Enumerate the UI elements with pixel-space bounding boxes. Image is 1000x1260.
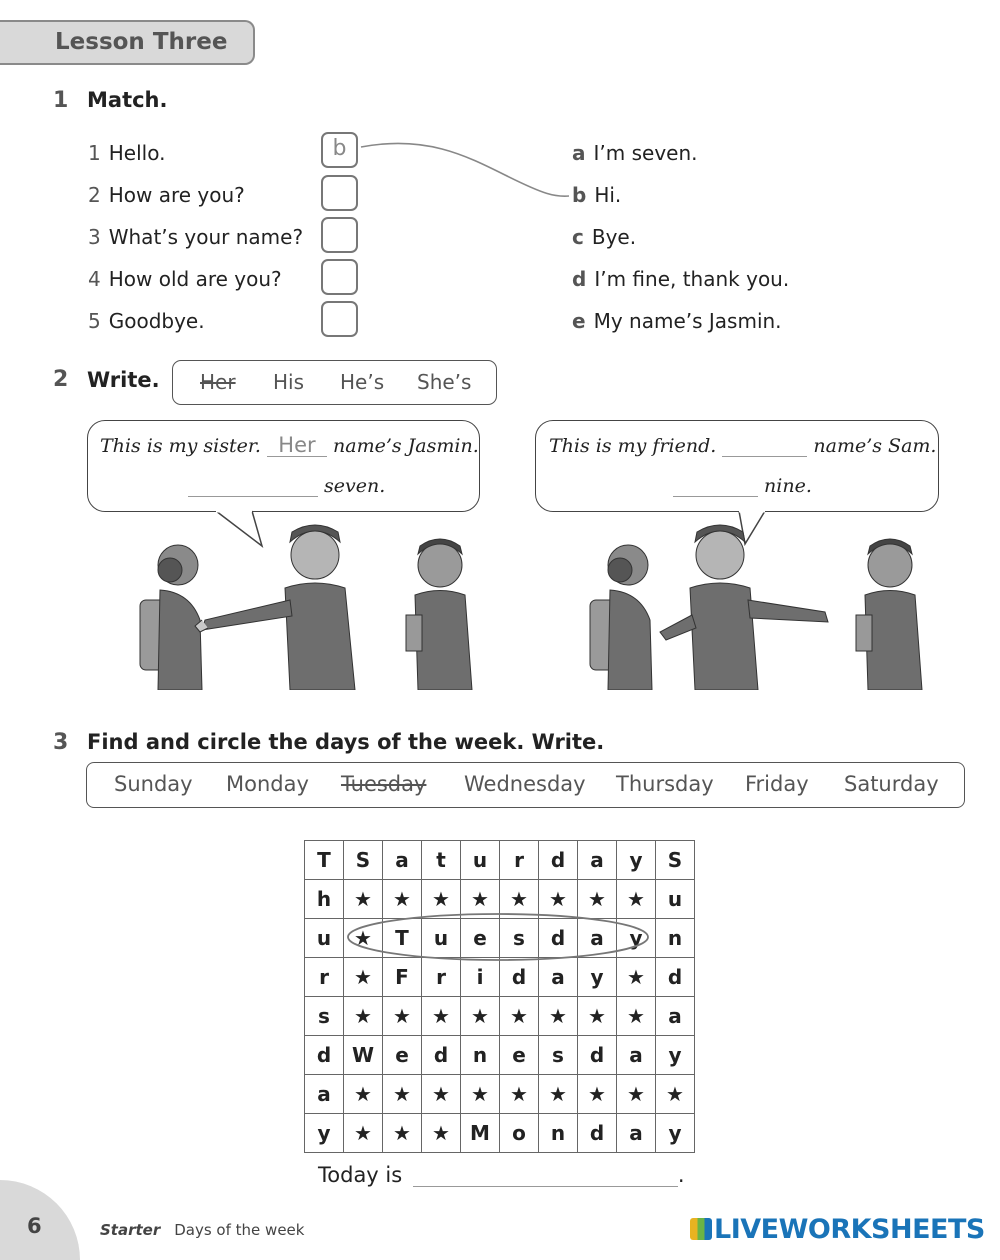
ex1-number: 1 <box>53 88 69 113</box>
question-text: How are you? <box>108 183 245 207</box>
grid-letter-cell[interactable]: a <box>305 1075 344 1114</box>
option-text: I’m seven. <box>593 141 698 165</box>
question-row: 2 How are you? <box>88 183 245 207</box>
option-text: Bye. <box>591 225 637 249</box>
grid-letter-cell[interactable]: h <box>305 880 344 919</box>
grid-letter-cell[interactable]: a <box>578 841 617 880</box>
grid-star-cell[interactable]: ★ <box>539 1075 578 1114</box>
grid-star-cell[interactable]: ★ <box>383 880 422 919</box>
grid-letter-cell[interactable]: W <box>344 1036 383 1075</box>
blank-bubble1-1[interactable]: Her <box>267 433 327 457</box>
grid-letter-cell[interactable]: y <box>617 841 656 880</box>
grid-letter-cell[interactable]: T <box>305 841 344 880</box>
ex1-title: Match. <box>87 88 168 112</box>
grid-star-cell[interactable]: ★ <box>344 1114 383 1153</box>
grid-star-cell[interactable]: ★ <box>344 958 383 997</box>
answer-box-3[interactable] <box>321 217 358 253</box>
blank-bubble2-2[interactable] <box>673 473 758 497</box>
grid-letter-cell[interactable]: o <box>500 1114 539 1153</box>
grid-letter-cell[interactable]: y <box>578 958 617 997</box>
grid-letter-cell[interactable]: s <box>500 919 539 958</box>
answer-box-1[interactable]: b <box>321 132 358 168</box>
grid-letter-cell[interactable]: T <box>383 919 422 958</box>
grid-letter-cell[interactable]: S <box>656 841 695 880</box>
grid-letter-cell[interactable]: u <box>461 841 500 880</box>
question-row: 3 What’s your name? <box>88 225 304 249</box>
grid-letter-cell[interactable]: n <box>461 1036 500 1075</box>
question-text: Hello. <box>108 141 166 165</box>
grid-letter-cell[interactable]: y <box>305 1114 344 1153</box>
option-text: I’m fine, thank you. <box>594 267 790 291</box>
grid-letter-cell[interactable]: t <box>422 841 461 880</box>
grid-star-cell[interactable]: ★ <box>422 997 461 1036</box>
footer-caption: Starter Days of the week <box>100 1221 305 1239</box>
grid-letter-cell[interactable]: s <box>305 997 344 1036</box>
grid-row <box>305 841 695 880</box>
grid-letter-cell[interactable]: y <box>617 919 656 958</box>
grid-star-cell[interactable]: ★ <box>383 997 422 1036</box>
option-row: d I’m fine, thank you. <box>572 267 790 291</box>
grid-letter-cell[interactable]: r <box>422 958 461 997</box>
grid-letter-cell[interactable]: d <box>422 1036 461 1075</box>
word-her: Her <box>200 370 236 394</box>
grid-letter-cell[interactable]: n <box>656 919 695 958</box>
day-word: Monday <box>226 772 309 796</box>
option-row: c Bye. <box>572 225 637 249</box>
word-search-grid[interactable] <box>304 840 695 1153</box>
grid-letter-cell[interactable]: u <box>305 919 344 958</box>
option-row: e My name’s Jasmin. <box>572 309 782 333</box>
grid-letter-cell[interactable]: d <box>539 919 578 958</box>
grid-star-cell[interactable]: ★ <box>461 880 500 919</box>
grid-letter-cell[interactable]: M <box>461 1114 500 1153</box>
grid-row <box>305 1114 695 1153</box>
ex3-number: 3 <box>53 730 69 755</box>
grid-row <box>305 997 695 1036</box>
match-line <box>355 135 575 205</box>
answer-box-4[interactable] <box>321 259 358 295</box>
grid-letter-cell[interactable]: S <box>344 841 383 880</box>
grid-row <box>305 958 695 997</box>
day-word: Tuesday <box>341 772 427 796</box>
grid-letter-cell[interactable]: d <box>500 958 539 997</box>
grid-star-cell[interactable]: ★ <box>617 958 656 997</box>
grid-letter-cell[interactable]: y <box>656 1114 695 1153</box>
grid-star-cell[interactable]: ★ <box>344 997 383 1036</box>
question-text: How old are you? <box>108 267 282 291</box>
today-input[interactable] <box>413 1163 678 1187</box>
grid-letter-cell[interactable]: a <box>617 1114 656 1153</box>
ex2-number: 2 <box>53 367 69 392</box>
grid-star-cell[interactable]: ★ <box>656 1075 695 1114</box>
grid-star-cell[interactable]: ★ <box>617 997 656 1036</box>
question-row: 4 How old are you? <box>88 267 282 291</box>
tuesday-circle <box>345 910 655 962</box>
grid-star-cell[interactable]: ★ <box>578 880 617 919</box>
today-line: Today is . <box>318 1163 685 1187</box>
grid-letter-cell[interactable]: e <box>383 1036 422 1075</box>
grid-letter-cell[interactable]: a <box>383 841 422 880</box>
grid-letter-cell[interactable]: d <box>578 1114 617 1153</box>
day-word: Saturday <box>844 772 939 796</box>
grid-letter-cell[interactable]: e <box>500 1036 539 1075</box>
grid-star-cell[interactable]: ★ <box>422 1114 461 1153</box>
day-word: Thursday <box>616 772 714 796</box>
lesson-title: Lesson Three <box>0 20 255 65</box>
blank-bubble1-2[interactable] <box>188 473 318 497</box>
option-text: Hi. <box>594 183 622 207</box>
grid-letter-cell[interactable]: e <box>461 919 500 958</box>
grid-letter-cell[interactable]: d <box>539 841 578 880</box>
grid-letter-cell[interactable]: r <box>305 958 344 997</box>
grid-star-cell[interactable]: ★ <box>422 1075 461 1114</box>
grid-star-cell[interactable]: ★ <box>617 880 656 919</box>
grid-letter-cell[interactable]: F <box>383 958 422 997</box>
day-word: Sunday <box>114 772 193 796</box>
grid-star-cell[interactable]: ★ <box>500 997 539 1036</box>
option-row: b Hi. <box>572 183 622 207</box>
word-shes: She’s <box>417 370 472 394</box>
page-number: 6 <box>27 1214 42 1238</box>
blank-bubble2-1[interactable] <box>722 433 807 457</box>
brand-logo: LIVEWORKSHEETS <box>690 1214 985 1245</box>
days-word-bank <box>86 762 965 808</box>
answer-box-2[interactable] <box>321 175 358 211</box>
grid-letter-cell[interactable]: u <box>656 880 695 919</box>
grid-letter-cell[interactable]: d <box>305 1036 344 1075</box>
grid-star-cell[interactable]: ★ <box>578 1075 617 1114</box>
question-row: 5 Goodbye. <box>88 309 205 333</box>
grid-letter-cell[interactable]: n <box>539 1114 578 1153</box>
day-word: Friday <box>745 772 809 796</box>
grid-star-cell[interactable]: ★ <box>344 1075 383 1114</box>
answer-box-5[interactable] <box>321 301 358 337</box>
grid-letter-cell[interactable]: r <box>500 841 539 880</box>
grid-star-cell[interactable]: ★ <box>461 1075 500 1114</box>
grid-star-cell[interactable]: ★ <box>344 880 383 919</box>
grid-letter-cell[interactable]: s <box>539 1036 578 1075</box>
grid-letter-cell[interactable]: i <box>461 958 500 997</box>
grid-star-cell[interactable]: ★ <box>578 997 617 1036</box>
grid-star-cell[interactable]: ★ <box>422 880 461 919</box>
option-text: My name’s Jasmin. <box>593 309 782 333</box>
grid-star-cell[interactable]: ★ <box>383 1075 422 1114</box>
question-text: Goodbye. <box>108 309 205 333</box>
grid-letter-cell[interactable]: a <box>578 919 617 958</box>
brand-icon <box>690 1218 712 1240</box>
speech-bubble-friend: This is my friend. name’s Sam. nine. <box>535 420 939 512</box>
speech-bubble-sister: This is my sister. Her name’s Jasmin. seven. <box>87 420 480 512</box>
grid-star-cell[interactable]: ★ <box>344 919 383 958</box>
grid-star-cell[interactable]: ★ <box>500 1075 539 1114</box>
grid-star-cell[interactable]: ★ <box>500 880 539 919</box>
grid-star-cell[interactable]: ★ <box>617 1075 656 1114</box>
grid-letter-cell[interactable]: a <box>539 958 578 997</box>
day-word: Wednesday <box>464 772 586 796</box>
kids-illustration-left <box>130 520 480 690</box>
question-row: 1 Hello. <box>88 141 166 165</box>
option-row: a I’m seven. <box>572 141 698 165</box>
question-text: What’s your name? <box>108 225 304 249</box>
ex2-title: Write. <box>87 368 160 392</box>
grid-row <box>305 1036 695 1075</box>
word-bank <box>172 360 497 405</box>
grid-letter-cell[interactable]: y <box>656 1036 695 1075</box>
grid-letter-cell[interactable]: d <box>578 1036 617 1075</box>
kids-illustration-right <box>580 520 930 690</box>
grid-star-cell[interactable]: ★ <box>383 1114 422 1153</box>
word-his: His <box>273 370 305 394</box>
word-hes: He’s <box>340 370 385 394</box>
grid-star-cell[interactable]: ★ <box>539 880 578 919</box>
grid-star-cell[interactable]: ★ <box>539 997 578 1036</box>
grid-letter-cell[interactable]: a <box>617 1036 656 1075</box>
grid-row <box>305 1075 695 1114</box>
ex3-title: Find and circle the days of the week. Write. <box>87 730 605 754</box>
grid-letter-cell[interactable]: a <box>656 997 695 1036</box>
grid-letter-cell[interactable]: u <box>422 919 461 958</box>
grid-letter-cell[interactable]: d <box>656 958 695 997</box>
grid-star-cell[interactable]: ★ <box>461 997 500 1036</box>
